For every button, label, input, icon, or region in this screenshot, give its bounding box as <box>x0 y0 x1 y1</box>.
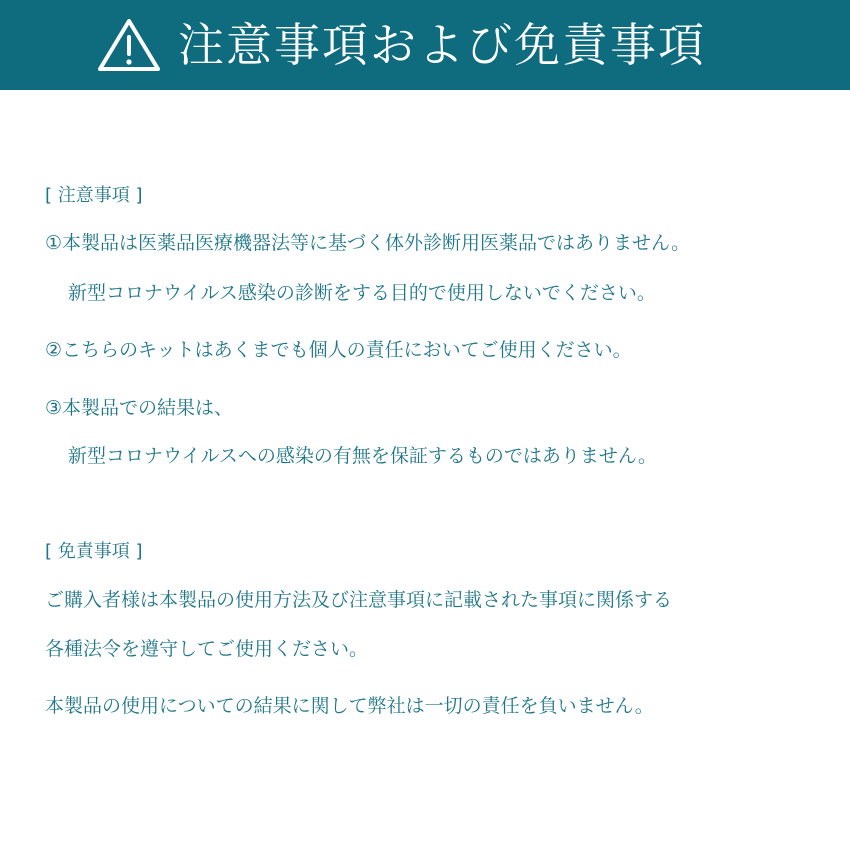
page-title: 注意事項および免責事項 <box>178 18 706 72</box>
precaution-item-3-line-1: ③本製品での結果は、 <box>45 397 234 419</box>
precaution-item-1-line-2: 新型コロナウイルス感染の診断をする目的で使用しないでください。 <box>68 282 656 304</box>
disclaimer-paragraph-1-line-1: ご購入者様は本製品の使用方法及び注意事項に記載された事項に関係する <box>45 589 673 611</box>
precautions-heading: [ 注意事項 ] <box>45 185 143 206</box>
disclaimer-paragraph-2: 本製品の使用についての結果に関して弊社は一切の責任を負いません。 <box>45 695 654 717</box>
disclaimer-paragraph-1-line-2: 各種法令を遵守してご使用ください。 <box>45 638 369 660</box>
disclaimer-heading: [ 免責事項 ] <box>45 541 143 562</box>
precaution-item-3-line-2: 新型コロナウイルスへの感染の有無を保証するものではありません。 <box>68 445 658 467</box>
precaution-item-2: ②こちらのキットはあくまでも個人の責任においてご使用ください。 <box>45 339 632 361</box>
precaution-item-1-line-1: ①本製品は医薬品医療機器法等に基づく体外診断用医薬品ではありません。 <box>45 232 691 254</box>
